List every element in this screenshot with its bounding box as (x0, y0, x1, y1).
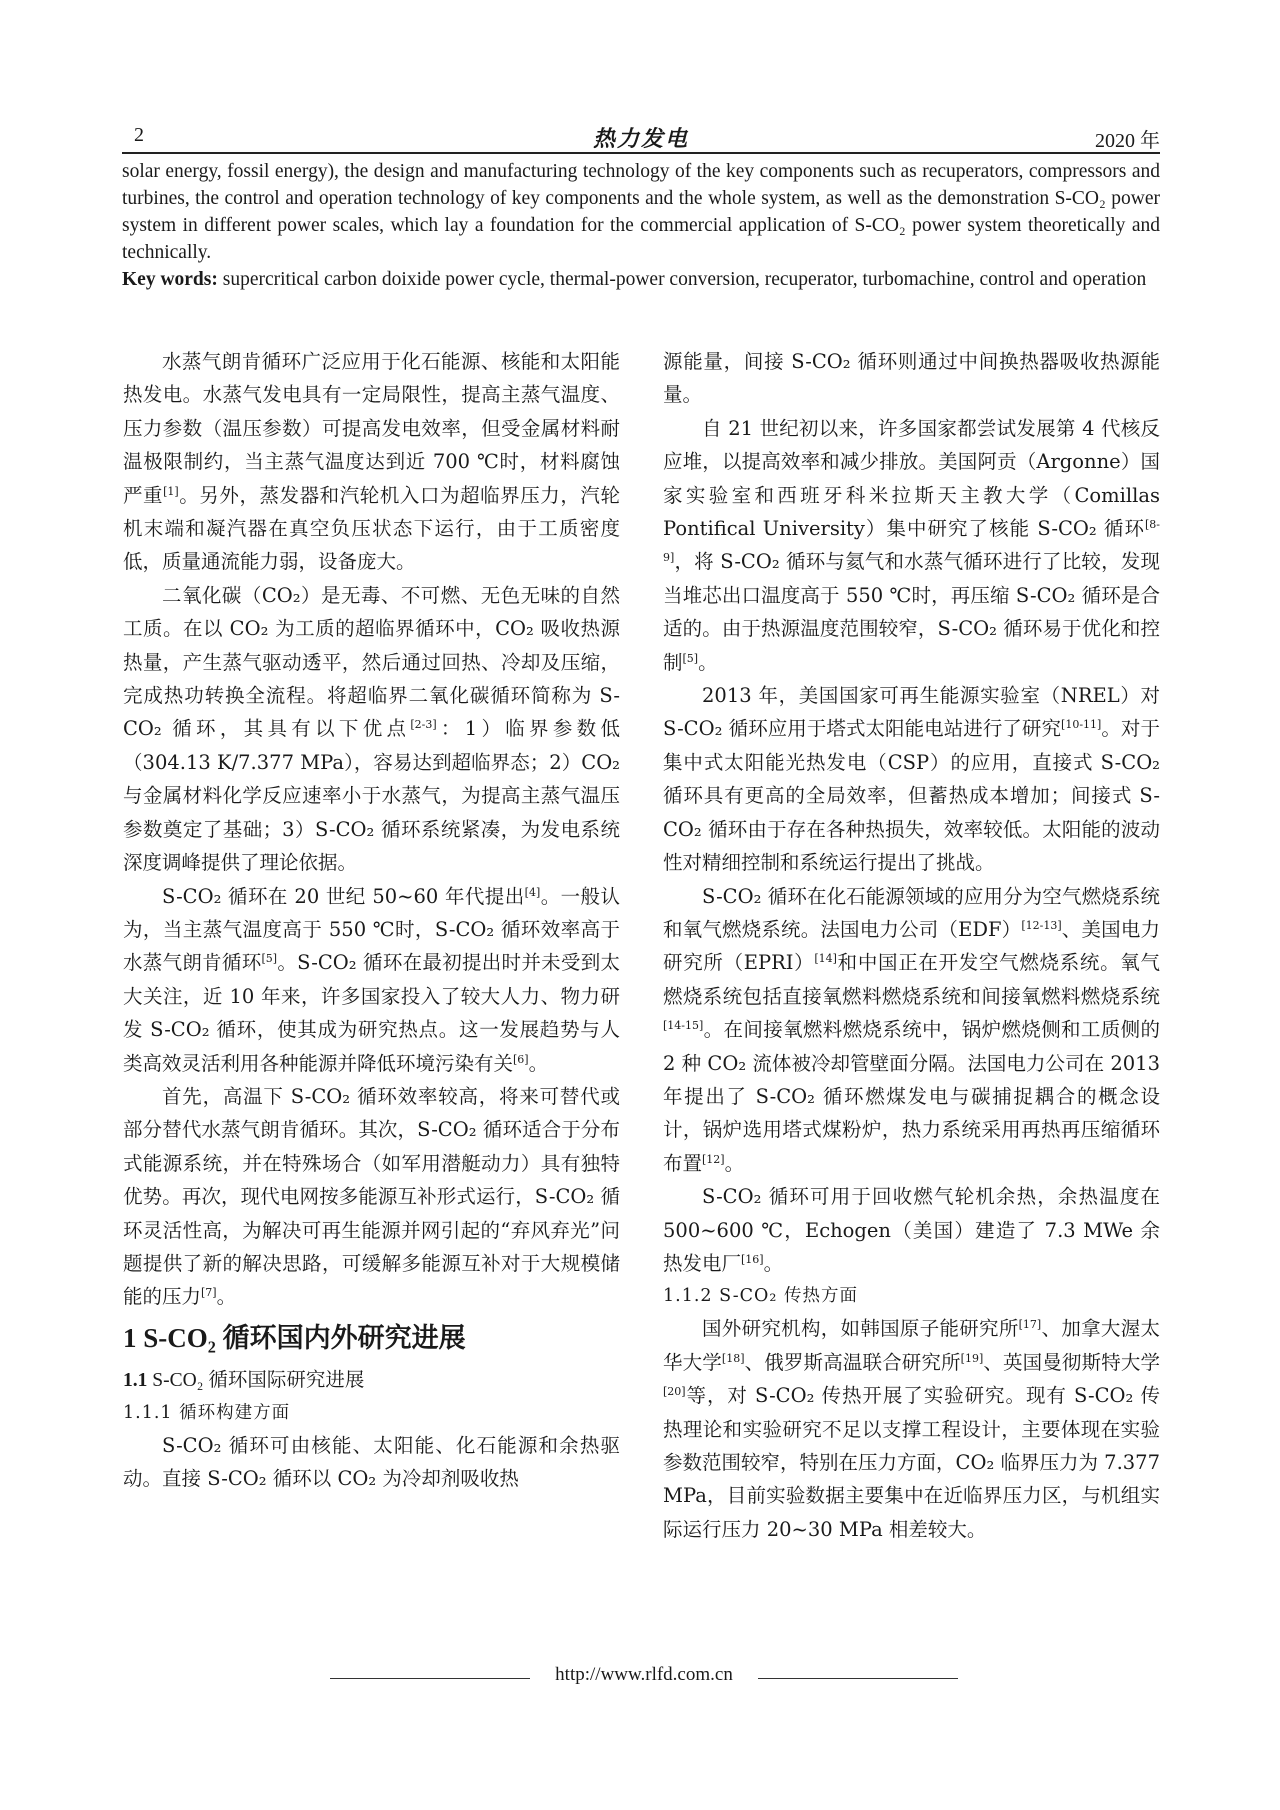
citation[interactable]: [12] (702, 1152, 725, 1166)
footer-rule-right (758, 1678, 958, 1679)
running-header (122, 124, 1160, 152)
citation[interactable]: [6] (513, 1052, 529, 1066)
paragraph: S-CO₂ 循环可由核能、太阳能、化石能源和余热驱动。直接 S-CO₂ 循环以 CO₂ 为冷却剂吸收热 (123, 1433, 620, 1491)
journal-url-link[interactable]: http://www.rlfd.com.cn (555, 1664, 733, 1685)
citation[interactable]: [12-13] (1021, 918, 1062, 932)
citation[interactable]: [1] (163, 484, 179, 498)
paragraph: 二氧化碳（CO₂）是无毒、不可燃、无色无味的自然工质。在以 CO₂ 为工质的超临界循环中，CO₂ 吸收热源热量，产生蒸气驱动透平，然后通过回热、冷却及压缩，完成热功转换全流程。将超临界二氧化碳循环简称为 S-CO₂ 循环，其具有以下优点[2-3]：1）临界参数低（304.13 K/7.377 MPa），容易达到超临界态；2）CO₂ 与金属材料化学反应速率小于水蒸气，为提高主蒸气温压参数奠定了基础；3）S-CO₂ 循环系统紧凑，为发电系统深度调峰提供了理论依据。 (123, 583, 620, 875)
paragraph: S-CO₂ 循环在化石能源领域的应用分为空气燃烧系统和氧气燃烧系统。法国电力公司（EDF）[12-13]、美国电力研究所（EPRI）[14]和中国正在开发空气燃烧系统。氧气燃烧系统包括直接氧燃料燃烧系统和间接氧燃料燃烧系统[14-15]。在间接氧燃料燃烧系统中，锅炉燃烧侧和工质侧的 2 种 CO₂ 流体被冷却管壁面分隔。法国电力公司在 2013 年提出了 S-CO₂ 循环燃煤发电与碳捕捉耦合的概念设计，锅炉选用塔式煤粉炉，热力系统采用再热再压缩循环布置[12]。 (663, 884, 1160, 1175)
subsubsection-heading: 1.1.1 循环构建方面 (123, 1402, 291, 1423)
citation[interactable]: [16] (741, 1252, 764, 1266)
subsection-heading: 1.1 S-CO₂ 循环国际研究进展 (123, 1369, 365, 1391)
paragraph: 国外研究机构，如韩国原子能研究所[17]、加拿大渥太华大学[18]、俄罗斯高温联合研究所[19]、英国曼彻斯特大学[20]等，对 S-CO₂ 传热开展了实验研究。现有 S-CO₂ 传热理论和实验研究不足以支撑工程设计，主要体现在实验参数范围较窄，特别在压力方面，CO₂ 临界压力为 7.377 MPa，目前实验数据主要集中在近临界压力区，与机组实际运行压力 20~30 MPa 相差较大。 (663, 1317, 1160, 1541)
publication-year: 2020 年 (1095, 130, 1160, 152)
abstract-text: solar energy, fossil energy), the design and manufacturing technology of the key components such as recuperators, compressors and turbines, the control and operation technology of key components and the whole system, as well as the demonstration S-CO₂ power system in different power scales, which lay a foundation for the commercial application of S-CO₂ power system theoretically and technically. (122, 161, 1160, 263)
citation[interactable]: [2-3] (410, 718, 437, 732)
page-footer (0, 1664, 1280, 1694)
section-heading: 1 S-CO₂ 循环国内外研究进展 (123, 1322, 466, 1353)
header-rule (122, 152, 1160, 154)
paragraph: 首先，高温下 S-CO₂ 循环效率较高，将来可替代或部分替代水蒸气朗肯循环。其次，S-CO₂ 循环适合于分布式能源系统，并在特殊场合（如军用潜艇动力）具有独特优势。再次，现代电网按多能源互补形式运行，S-CO₂ 循环灵活性高，为解决可再生能源并网引起的“弃风弃光”问题提供了新的解决思路，可缓解多能源互补对于大规模储能的压力[7]。 (123, 1084, 620, 1309)
footer-rule-left (330, 1678, 530, 1679)
page-number: 2 (134, 124, 144, 146)
paragraph: S-CO₂ 循环可用于回收燃气轮机余热，余热温度在 500~600 ℃，Echogen（美国）建造了 7.3 MWe 余热发电厂[16]。 (663, 1185, 1160, 1275)
paragraph: 2013 年，美国国家可再生能源实验室（NREL）对 S-CO₂ 循环应用于塔式太阳能电站进行了研究[10-11]。对于集中式太阳能光热发电（CSP）的应用，直接式 S-CO₂ 循环具有更高的全局效率，但蓄热成本增加；间接式 S-CO₂ 循环由于存在各种热损失，效率较低。太阳能的波动性对精细控制和系统运行提出了挑战。 (663, 684, 1160, 875)
citation[interactable]: [10-11] (1061, 718, 1102, 732)
keywords-text: supercritical carbon doixide power cycle, thermal-power conversion, recuperator, turbomachine, control and operation (217, 269, 1147, 290)
english-abstract (122, 158, 1160, 293)
right-column (663, 345, 1160, 1546)
keywords-label: Key words: (122, 269, 218, 290)
citation[interactable]: [17] (1018, 1318, 1042, 1332)
left-column (123, 345, 620, 1496)
citation[interactable]: [8-9] (663, 518, 1160, 565)
citation[interactable]: [5] (682, 651, 699, 665)
paragraph: 水蒸气朗肯循环广泛应用于化石能源、核能和太阳能热发电。水蒸气发电具有一定局限性，提高主蒸气温度、压力参数（温压参数）可提高发电效率，但受金属材料耐温极限制约，当主蒸气温度达到近 700 ℃时，材料腐蚀严重[1]。另外，蒸发器和汽轮机入口为超临界压力，汽轮机末端和凝汽器在真空负压状态下运行，由于工质密度低，质量通流能力弱，设备庞大。 (123, 350, 620, 574)
citation[interactable]: [18] (721, 1351, 745, 1365)
citation[interactable]: [7] (201, 1286, 217, 1300)
paragraph: S-CO₂ 循环在 20 世纪 50~60 年代提出[4]。一般认为，当主蒸气温度高于 550 ℃时，S-CO₂ 循环效率高于水蒸气朗肯循环[5]。S-CO₂ 循环在最初提出时并未受到太大关注，近 10 年来，许多国家投入了较大人力、物力研发 S-CO₂ 循环，使其成为研究热点。这一发展趋势与人类高效灵活利用各种能源并降低环境污染有关[6]。 (123, 884, 620, 1075)
paragraph: 源能量，间接 S-CO₂ 循环则通过中间换热器吸收热源能量。 (663, 350, 1160, 407)
citation[interactable]: [19] (960, 1351, 984, 1365)
subsubsection-heading: 1.1.2 S-CO₂ 传热方面 (663, 1286, 858, 1307)
keywords (122, 266, 1160, 293)
journal-name: 热力发电 (592, 127, 689, 152)
citation[interactable]: [5] (261, 952, 278, 966)
citation[interactable]: [20] (663, 1385, 686, 1399)
citation[interactable]: [14-15] (663, 1019, 704, 1033)
citation[interactable]: [4] (524, 885, 541, 899)
paragraph: 自 21 世纪初以来，许多国家都尝试发展第 4 代核反应堆，以提高效率和减少排放。美国阿贡（Argonne）国家实验室和西班牙科米拉斯天主教大学（Comillas Pontifical University）集中研究了核能 S-CO₂ 循环[8-9]，将 S-CO₂ 循环与氦气和水蒸气循环进行了比较，发现当堆芯出口温度高于 550 ℃时，再压缩 S-CO₂ 循环是合适的。由于热源温度范围较窄，S-CO₂ 循环易于优化和控制[5]。 (663, 416, 1160, 674)
citation[interactable]: [14] (814, 952, 837, 966)
